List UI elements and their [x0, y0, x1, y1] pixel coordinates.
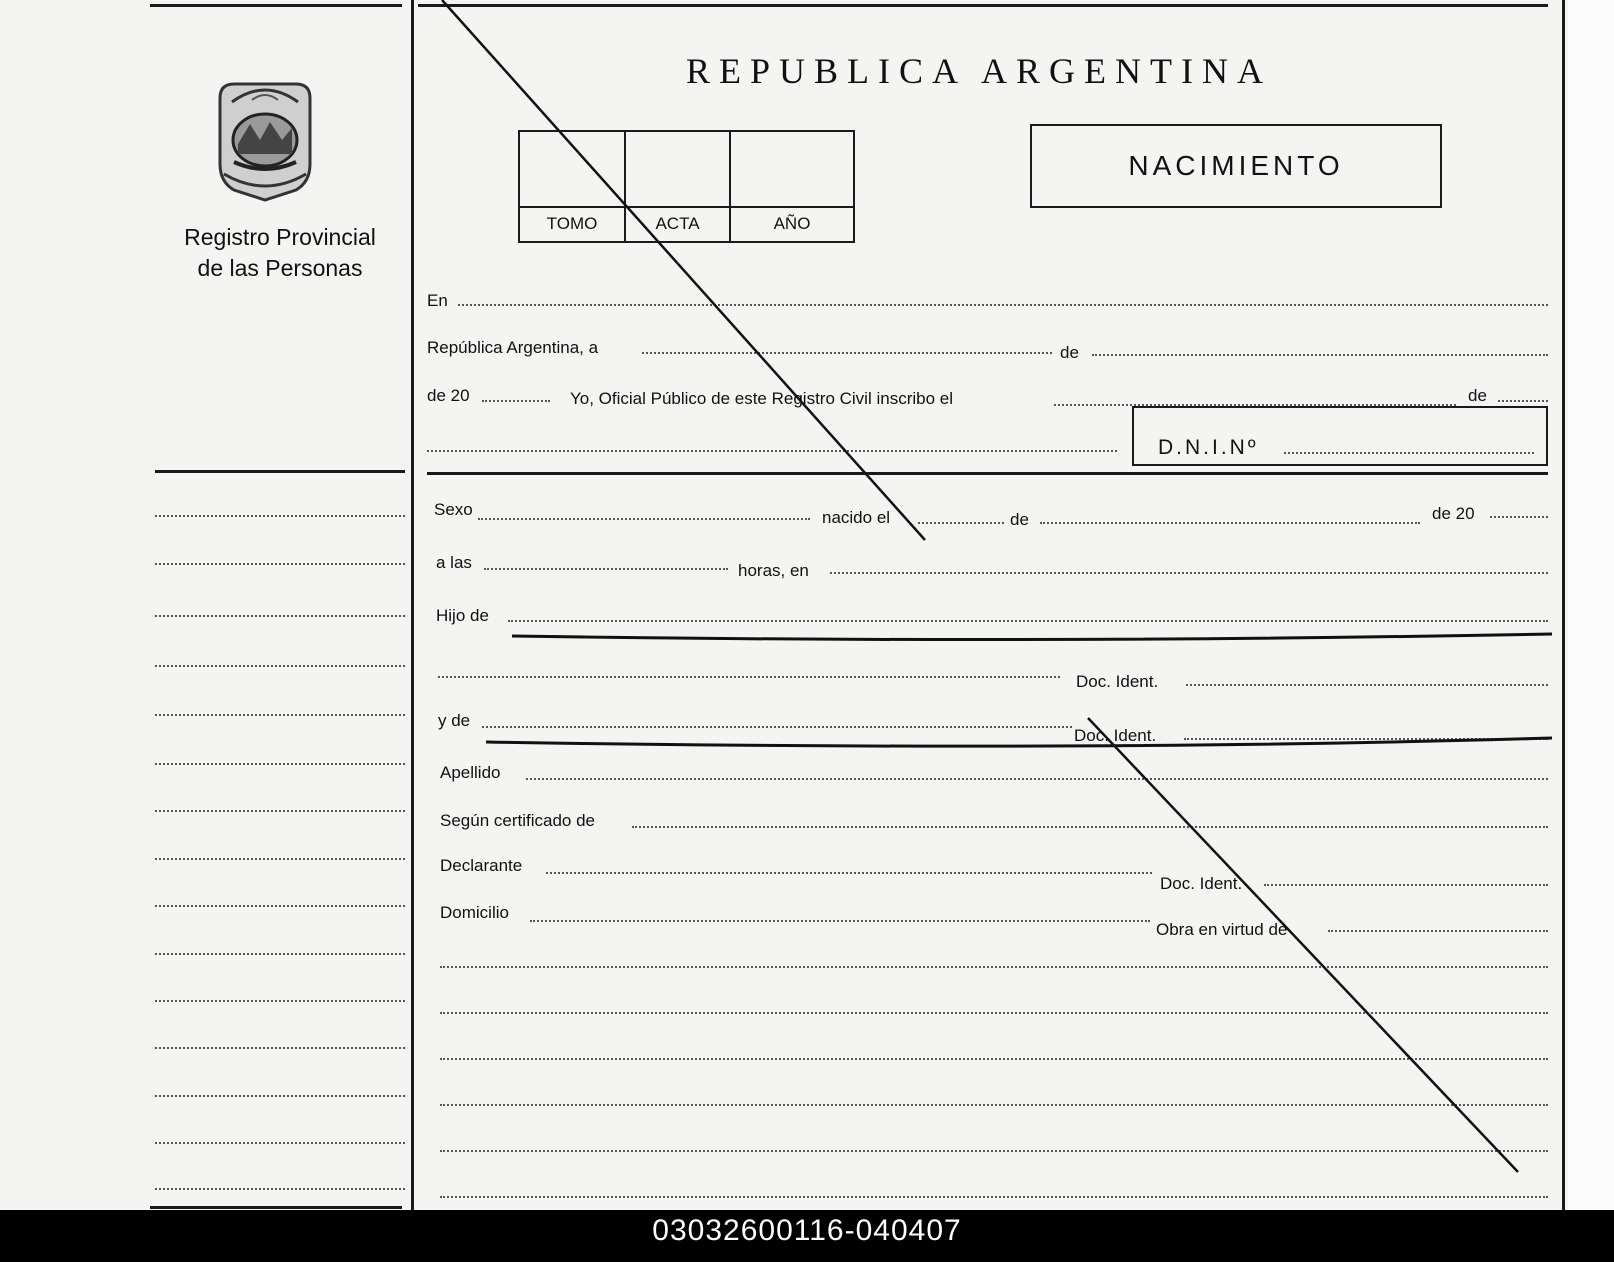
label-nacido-el: nacido el — [822, 508, 891, 527]
dni-label: D.N.I.Nº — [1158, 436, 1259, 459]
label-y-de: y de — [438, 711, 471, 730]
label-hijo-de: Hijo de — [436, 606, 489, 625]
label-sexo: Sexo — [434, 500, 473, 519]
label-de: de — [1060, 343, 1079, 362]
label-declarante: Declarante — [440, 856, 523, 875]
label-de-3: de — [1468, 386, 1487, 405]
label-apellido: Apellido — [440, 763, 501, 782]
label-republica-argentina: República Argentina, a — [427, 338, 599, 357]
registry-line-1: Registro Provincial — [184, 224, 376, 250]
label-doc-ident-1: Doc. Ident. — [1076, 672, 1159, 691]
label-a-las: a las — [436, 553, 472, 572]
column-label-anio: AÑO — [773, 214, 811, 233]
label-de-20-birth: de 20 — [1432, 504, 1475, 523]
label-de-birth: de — [1010, 510, 1029, 529]
label-horas-en: horas, en — [738, 561, 809, 580]
record-type-label: NACIMIENTO — [1128, 150, 1344, 181]
column-label-acta: ACTA — [655, 214, 700, 233]
label-doc-ident-3: Doc. Ident. — [1160, 874, 1243, 893]
label-segun-certificado: Según certificado de — [440, 811, 595, 830]
page-title: REPUBLICA ARGENTINA — [686, 51, 1273, 91]
label-obra-en-virtud: Obra en virtud de — [1156, 920, 1288, 939]
column-label-tomo: TOMO — [546, 214, 598, 233]
label-doc-ident-2: Doc. Ident. — [1074, 726, 1157, 745]
label-oficial-publico: Yo, Oficial Público de este Registro Civil inscribo el — [570, 389, 953, 408]
label-en: En — [427, 291, 448, 310]
document-code: 03032600116-040407 — [652, 1214, 962, 1247]
label-domicilio: Domicilio — [440, 903, 509, 922]
registry-line-2: de las Personas — [197, 255, 363, 281]
label-de-20: de 20 — [427, 386, 470, 405]
